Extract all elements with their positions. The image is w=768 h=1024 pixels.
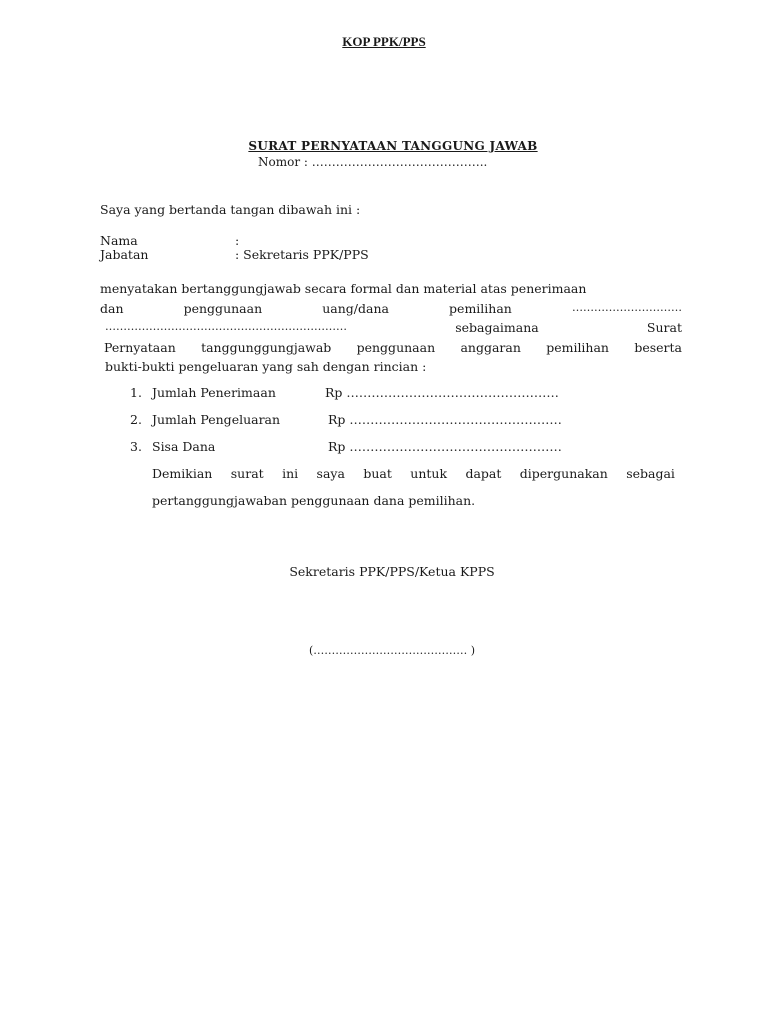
statement-blank: ………………………………………………………… — [105, 320, 347, 333]
statement-word: Surat — [646, 320, 682, 335]
statement-word: uang/dana — [322, 301, 389, 316]
nama-value: : — [235, 233, 240, 248]
document-title: SURAT PERNYATAAN TANGGUNG JAWAB — [248, 139, 538, 153]
list-item-number: 3. — [130, 439, 142, 454]
closing-word: ini — [282, 466, 299, 481]
nama-label: Nama — [100, 233, 138, 248]
closing-word: dipergunakan — [519, 466, 608, 481]
intro-text: Saya yang bertanda tangan dibawah ini : — [100, 202, 361, 217]
statement-word: penggunaan — [183, 301, 263, 316]
statement-word: penggunaan — [356, 340, 436, 355]
closing-word: buat — [363, 466, 392, 481]
closing-word: surat — [230, 466, 264, 481]
statement-word: pemilihan — [449, 301, 512, 316]
statement-line-3 — [105, 320, 682, 335]
list-item-amount: Rp …………………………………………… — [328, 412, 562, 427]
statement-line-1: menyatakan bertanggungjawab secara formal dan material atas penerimaan — [100, 281, 587, 296]
list-item-label: Jumlah Pengeluaran — [152, 412, 281, 427]
statement-word: beserta — [634, 340, 682, 355]
statement-blank: ………………………… — [571, 301, 682, 314]
document-number: Nomor : …………………………………….. — [258, 155, 488, 169]
closing-word: untuk — [410, 466, 448, 481]
closing-line-1 — [152, 460, 675, 487]
statement-line-5: bukti-bukti pengeluaran yang sah dengan rincian : — [105, 359, 427, 374]
closing-line-2: pertanggungjawaban penggunaan dana pemilihan. — [152, 493, 476, 508]
closing-word: saya — [316, 466, 345, 481]
list-item-number: 1. — [130, 385, 142, 400]
closing-paragraph — [152, 460, 675, 514]
jabatan-label: Jabatan — [100, 247, 149, 262]
closing-word: dapat — [465, 466, 502, 481]
list-item-amount: Rp …………………………………………… — [328, 439, 562, 454]
statement-word: sebagaimana — [455, 320, 539, 335]
statement-word: Pernyataan — [104, 340, 176, 355]
letterhead: KOP PPK/PPS — [342, 34, 426, 49]
list-item-amount: Rp …………………………………………… — [325, 385, 559, 400]
closing-word: Demikian — [152, 466, 213, 481]
statement-word: dan — [100, 301, 124, 316]
jabatan-value: : Sekretaris PPK/PPS — [235, 247, 369, 262]
list-item-label: Sisa Dana — [152, 439, 216, 454]
statement-line-4 — [104, 340, 682, 355]
statement-word: anggaran — [460, 340, 521, 355]
signature-name-placeholder: (…………………………………… ) — [308, 644, 476, 657]
list-item-label: Jumlah Penerimaan — [152, 385, 276, 400]
closing-word: sebagai — [626, 466, 675, 481]
statement-word: tanggunggungjawab — [201, 340, 332, 355]
statement-word: pemilihan — [546, 340, 609, 355]
signature-title: Sekretaris PPK/PPS/Ketua KPPS — [289, 564, 495, 579]
statement-line-2 — [100, 301, 682, 316]
list-item-number: 2. — [130, 412, 142, 427]
